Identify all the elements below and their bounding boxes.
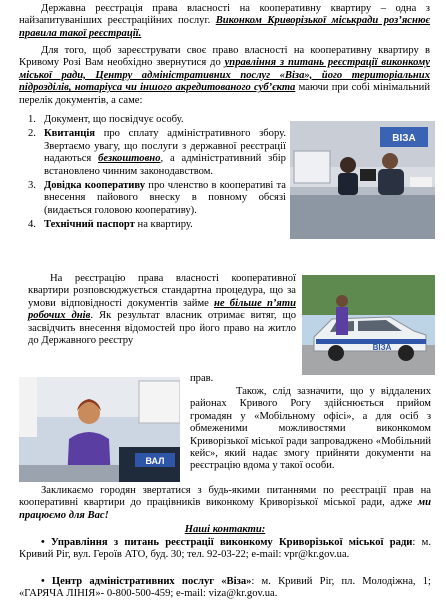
procedure-paragraph: На реєстрацію права власності кооперативної квартири розповсюджується стандартна процедура, що за умови відповідності документів займе не більше п’яти робочих днів. Як результат власник отримає витяг, що засвідчить внесення відомостей про його право на житло до Державного реєстру	[28, 273, 296, 347]
list-item: 3. Довідка кооперативу про членство в кооперативі та внесення пайового внеску в повному обсязі (видається головою кооперативу).	[28, 180, 286, 216]
contact-registration-dept: • Управління з питань реєстрації виконкому Криворізької міської ради: м. Кривий Ріг, вул. Героїв АТО, буд. 30; тел. 92-03-22; e-mail: vpr@kr.gov.ua.	[19, 537, 431, 561]
worker-scene-icon	[19, 377, 180, 482]
counter-photo	[19, 377, 180, 482]
mobile-office-paragraph: Також, слід зазначити, що у віддалених районах Кривого Рогу здійснюється прийом громадян у «Мобільному офісі», а для осіб з обмеженими можливостями виконкомом Криворізької міської ради запроваджено «Мобільний кейс», який надає змогу прийняти документи на реєстрацію вдома у такої особи.	[190, 386, 431, 472]
car-scene-icon	[302, 275, 435, 375]
intro-emphasis: Виконком Криворізької міськради роз’яснює правила такої реєстрації.	[19, 15, 430, 39]
counter-text: ВАЛ	[145, 456, 165, 466]
office-sign-text: ВІЗА	[392, 133, 416, 144]
office-photo	[290, 121, 435, 239]
closing-paragraph: Закликаємо городян звертатися з будь-якими питаннями по реєстрації прав на кооперативні квартири до працівників виконкому Криворізької міської ради, адже ми працюємо для Вас!	[19, 485, 431, 521]
agencies-list: управління з питань реєстрації виконкому міської ради, Центру адміністративних послуг «Віза», його територіальних підрозділів, нотаріуса чи іншого акредитованого суб’єкта	[19, 57, 430, 94]
list-item: 4. Технічний паспорт на квартиру.	[28, 219, 193, 231]
contacts-heading: Наші контакти:	[184, 524, 266, 535]
contact-viza-center: • Центр адміністративних послуг «Віза»: м. Кривий Ріг, пл. Молодіжна, 1; «ГАРЯЧА ЛІНІЯ»- 0-800-500-459; e-mail: viza@kr.gov.ua.	[19, 576, 431, 600]
mobile-office-car-photo	[302, 275, 435, 375]
list-item: 1. Документ, що посвідчує особу.	[28, 114, 184, 125]
office-scene-icon	[290, 121, 435, 239]
list-item: 2. Квитанція про сплату адміністративного збору. Звертаємо увагу, що послуги з державної реєстрації надаються безкоштовно, а адміністративний збір встановлено чинним законодавством.	[28, 128, 286, 177]
procedure-tail: прав.	[190, 373, 214, 384]
car-text: ВІЗА	[372, 343, 392, 352]
term-emphasis: не більше п’яти робочих днів	[28, 297, 296, 322]
intro-paragraph: Державна реєстрація права власності на кооперативну квартиру – одна з найзапитуваніших реєстраційних послуг. Виконком Криворізької міськради роз’яснює правила такої реєстрації.	[19, 3, 430, 39]
how-to-paragraph: Для того, щоб зареєструвати своє право власності на кооперативну квартиру в Кривому Розі Вам необхідно звернутися до управління з питань реєстрації виконкому міської ради, Центру адміністративних послуг «Віза», його територіальних підрозділів, нотаріуса чи іншого акредитованого суб’єкта маючи при собі мінімальний перелік документів, а саме:	[19, 45, 430, 106]
document-list	[28, 114, 286, 232]
closing-emphasis: ми працюємо для Вас!	[19, 497, 431, 521]
